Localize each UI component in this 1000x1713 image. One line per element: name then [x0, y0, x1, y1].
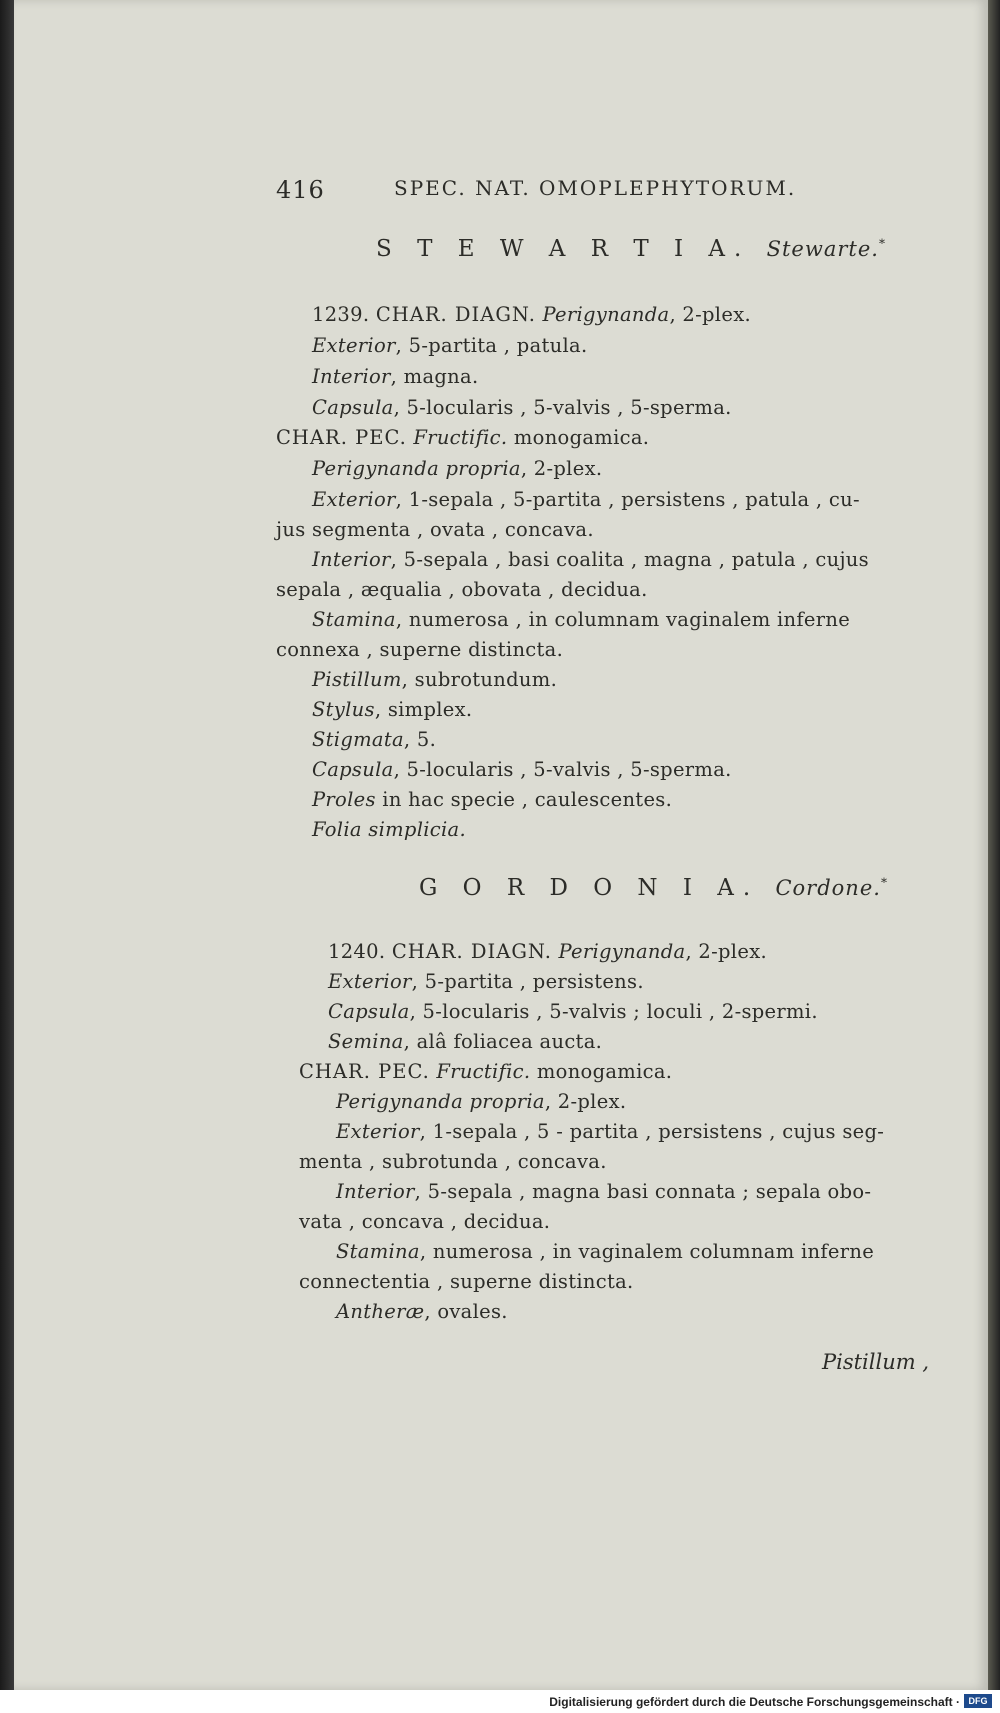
text-line: Semina, alâ foliacea aucta. — [328, 1030, 603, 1053]
running-head: SPEC. NAT. OMOPLEPHYTORUM. — [394, 176, 797, 200]
text-line: Stylus, simplex. — [312, 698, 473, 721]
text-line: Folia simplicia. — [312, 818, 466, 841]
text-line: Perigynanda propria, 2-plex. — [336, 1090, 627, 1113]
text-line: Perigynanda propria, 2-plex. — [312, 457, 603, 480]
text-line: sepala , æqualia , obovata , decidua. — [276, 578, 648, 601]
text-line: Stamina, numerosa , in columnam vaginalem inferne — [312, 608, 851, 631]
text-line: connectentia , superne distincta. — [299, 1270, 634, 1293]
text-line: Exterior, 5-partita , patula. — [312, 334, 588, 357]
page-number: 416 — [276, 176, 325, 204]
text-line: Interior, magna. — [312, 365, 479, 388]
pec-line: CHAR. PEC. Fructific. monogamica. — [276, 426, 650, 449]
text-line: connexa , superne distincta. — [276, 638, 564, 661]
text-line: Interior, 5-sepala , basi coalita , magna , patula , cujus — [312, 548, 869, 571]
text-line: Stigmata, 5. — [312, 728, 437, 751]
vernacular-name: Stewarte. — [766, 237, 879, 261]
text-line: jus segmenta , ovata , concava. — [276, 518, 594, 541]
text-line: Capsula, 5-locularis , 5-valvis , 5-sperma. — [312, 396, 732, 419]
text-line: Exterior, 1-sepala , 5 - partita , persistens , cujus seg- — [336, 1120, 885, 1143]
text-line: menta , subrotunda , concava. — [299, 1150, 607, 1173]
vernacular-name: Cordone. — [775, 876, 881, 900]
digitization-footer — [0, 1690, 1000, 1713]
catchword: Pistillum , — [822, 1350, 929, 1374]
text-line: Antheræ, ovales. — [336, 1300, 508, 1323]
text-line: Interior, 5-sepala , magna basi connata ; sepala obo- — [336, 1180, 872, 1203]
book-page — [14, 0, 988, 1690]
text-line: Capsula, 5-locularis , 5-valvis , 5-sperma. — [312, 758, 732, 781]
text-line: Stamina, numerosa , in vaginalem columnam inferne — [336, 1240, 875, 1263]
text-line: Proles in hac specie , caulescentes. — [312, 788, 673, 811]
scan-left-edge — [0, 0, 14, 1713]
text-line: Exterior, 1-sepala , 5-partita , persistens , patula , cu- — [312, 488, 860, 511]
diagnosis-line: 1240. CHAR. DIAGN. Perigynanda, 2-plex. — [328, 940, 767, 963]
pec-line: CHAR. PEC. Fructific. monogamica. — [299, 1060, 673, 1083]
text-line: Exterior, 5-partita , persistens. — [328, 970, 644, 993]
dfg-logo: DFG — [964, 1694, 992, 1708]
genus-heading-stewartia: S T E W A R T I A. Stewarte.* — [376, 236, 894, 262]
footer-text: Digitalisierung gefördert durch die Deutsche Forschungsgemeinschaft · — [549, 1695, 960, 1709]
text-line: vata , concava , decidua. — [299, 1210, 551, 1233]
genus-heading-gordonia: G O R D O N I A. Cordone.* — [419, 875, 896, 901]
text-line: Pistillum, subrotundum. — [312, 668, 558, 691]
text-line: Capsula, 5-locularis , 5-valvis ; loculi , 2-spermi. — [328, 1000, 818, 1023]
diagnosis-line: 1239. CHAR. DIAGN. Perigynanda, 2-plex. — [312, 303, 751, 326]
scan-right-edge — [988, 0, 1000, 1690]
